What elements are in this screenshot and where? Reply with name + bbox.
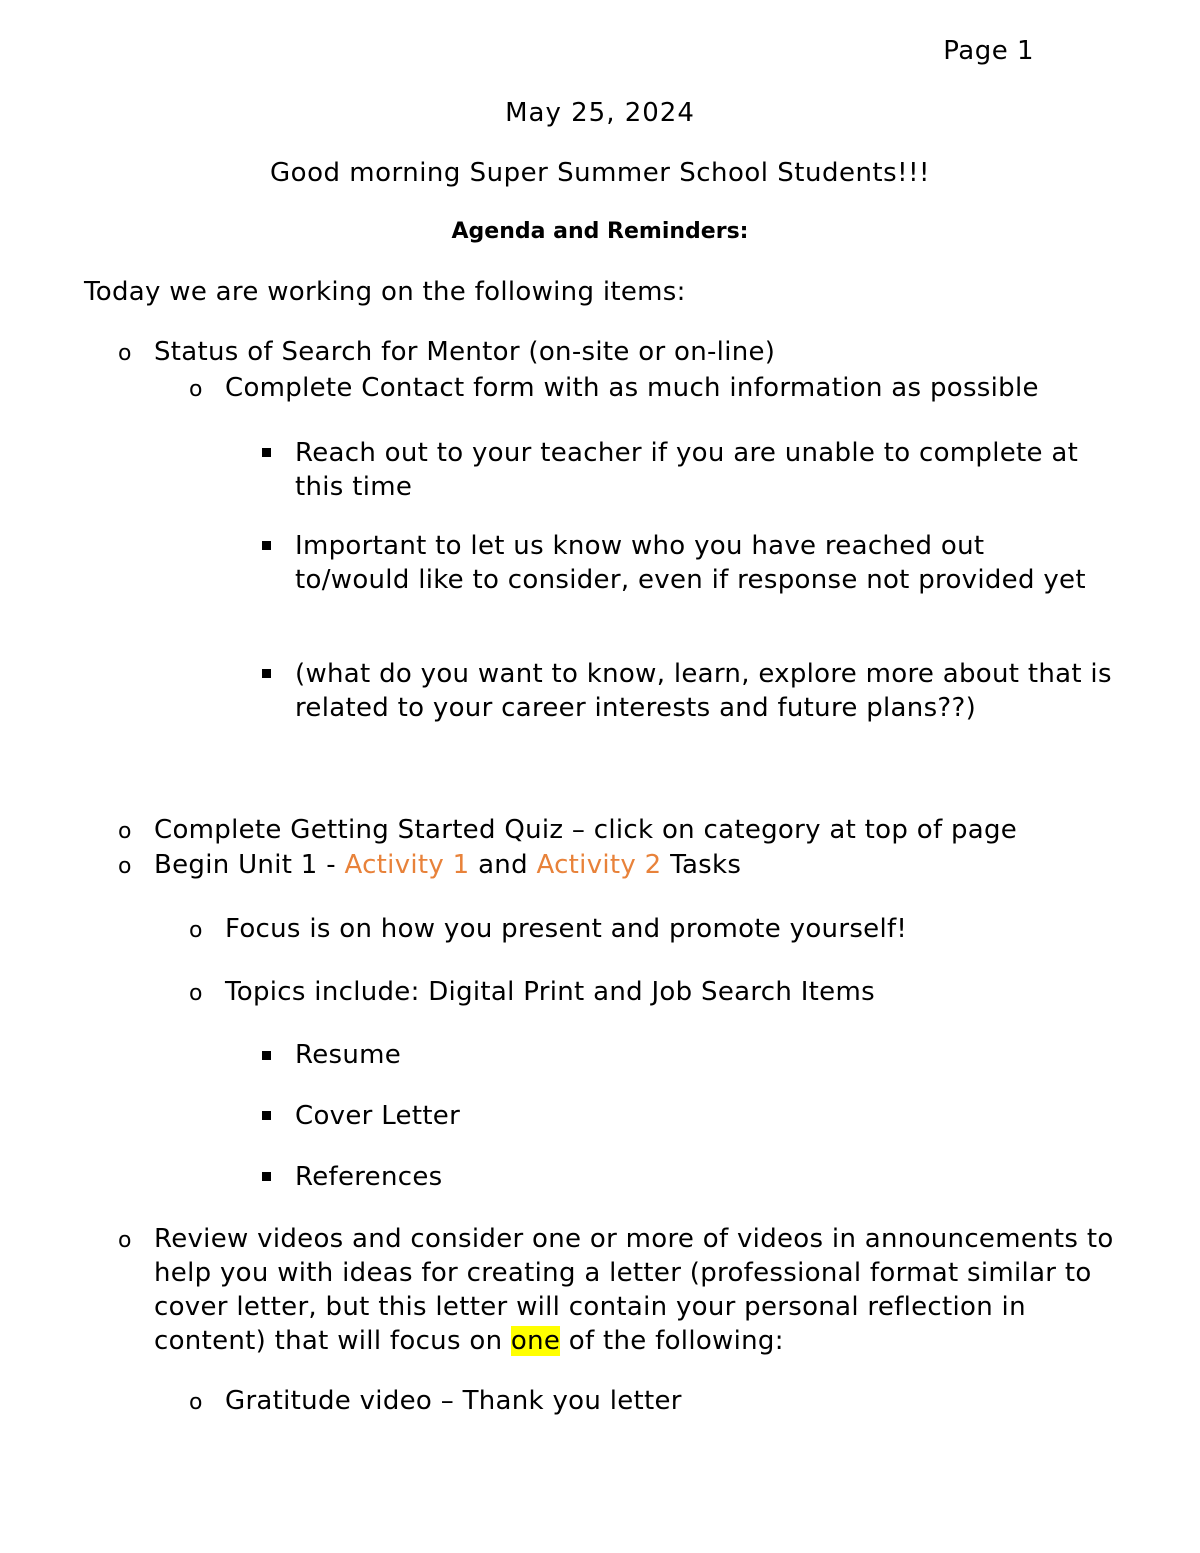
highlighted-word: one bbox=[510, 1326, 561, 1356]
item-quiz: Complete Getting Started Quiz – click on category at top of page bbox=[154, 815, 1018, 845]
activity-2-link[interactable]: Activity 2 bbox=[536, 850, 662, 880]
document-date: May 25, 2024 bbox=[505, 98, 695, 128]
circle-bullet-icon: o bbox=[118, 819, 132, 844]
review-text: Review videos and consider one or more of videos in announcements to help you with ideas for creating a letter (professional format similar to cover letter, but this letter will contain your personal reflection in content) that will focus on bbox=[154, 1224, 1114, 1356]
unit1-suffix: Tasks bbox=[661, 850, 742, 880]
square-bullet-icon bbox=[262, 669, 271, 678]
square-bullet-icon bbox=[262, 448, 271, 457]
circle-bullet-icon: o bbox=[118, 1228, 132, 1253]
item-references: References bbox=[295, 1162, 443, 1192]
circle-bullet-icon: o bbox=[189, 918, 203, 943]
circle-bullet-icon: o bbox=[118, 854, 132, 879]
unit1-and: and bbox=[469, 850, 537, 880]
item-topics: Topics include: Digital Print and Job Search Items bbox=[225, 977, 875, 1007]
item-focus: Focus is on how you present and promote yourself! bbox=[225, 914, 908, 944]
square-bullet-icon bbox=[262, 1172, 271, 1181]
unit1-prefix: Begin Unit 1 - bbox=[154, 850, 345, 880]
item-review-videos bbox=[154, 1222, 1129, 1358]
page-number: Page 1 bbox=[943, 36, 1034, 66]
item-gratitude: Gratitude video – Thank you letter bbox=[225, 1386, 682, 1416]
item-what-to-know: (what do you want to know, learn, explore more about that is related to your career interests and future plans??) bbox=[295, 659, 1112, 723]
circle-bullet-icon: o bbox=[189, 1390, 203, 1415]
item-mentor-search: Status of Search for Mentor (on-site or on-line) bbox=[154, 337, 776, 367]
item-cover-letter: Cover Letter bbox=[295, 1101, 461, 1131]
square-bullet-icon bbox=[262, 1051, 271, 1060]
item-resume: Resume bbox=[295, 1040, 402, 1070]
greeting: Good morning Super Summer School Students!!! bbox=[270, 158, 930, 188]
item-important: Important to let us know who you have reached out to/would like to consider, even if response not provided yet bbox=[295, 531, 1086, 595]
intro-text: Today we are working on the following items: bbox=[84, 277, 686, 307]
square-bullet-icon bbox=[262, 541, 271, 550]
circle-bullet-icon: o bbox=[189, 981, 203, 1006]
item-unit1 bbox=[154, 848, 741, 882]
circle-bullet-icon: o bbox=[118, 341, 132, 366]
activity-1-link[interactable]: Activity 1 bbox=[344, 850, 470, 880]
circle-bullet-icon: o bbox=[189, 377, 203, 402]
item-reach-out: Reach out to your teacher if you are unable to complete at this time bbox=[295, 438, 1079, 502]
item-contact-form: Complete Contact form with as much information as possible bbox=[225, 373, 1039, 403]
square-bullet-icon bbox=[262, 1111, 271, 1120]
agenda-heading: Agenda and Reminders: bbox=[451, 219, 749, 244]
review-text-end: of the following: bbox=[560, 1326, 784, 1356]
